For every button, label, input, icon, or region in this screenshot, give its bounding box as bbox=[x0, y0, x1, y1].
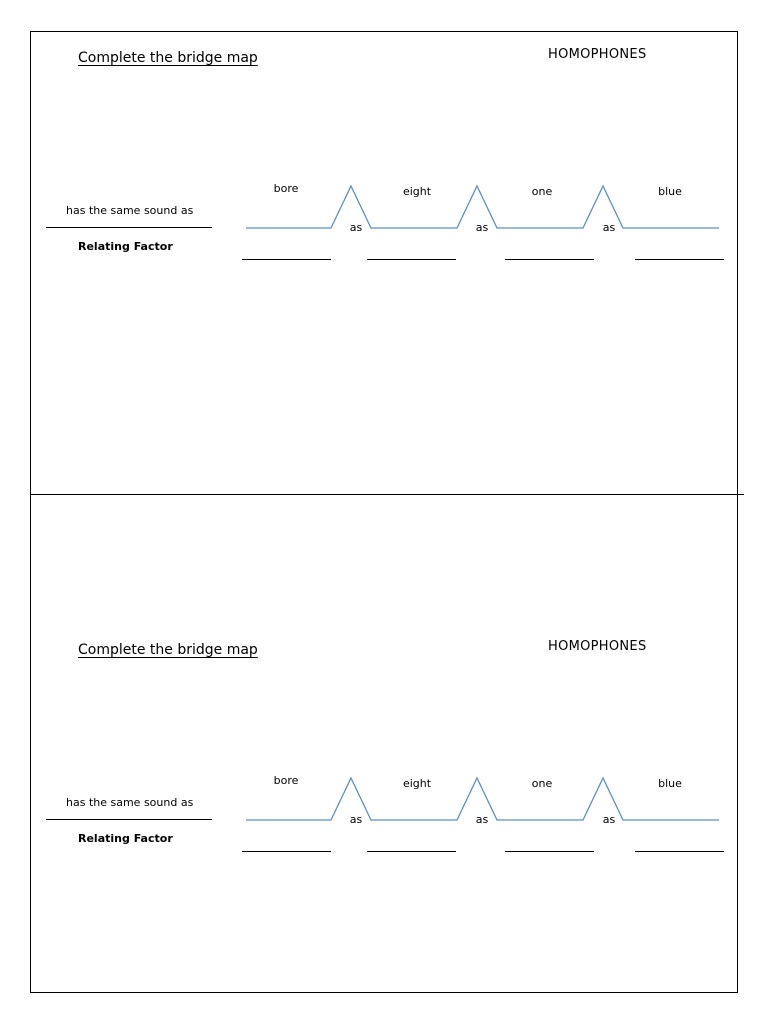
bridge-connector-3: as bbox=[602, 221, 616, 234]
bridge-word-1: bore bbox=[273, 182, 299, 195]
worksheet-section-2 bbox=[0, 632, 768, 845]
cut-line bbox=[30, 494, 744, 495]
answer-blank-1[interactable] bbox=[242, 851, 331, 852]
answer-blank-2[interactable] bbox=[367, 851, 456, 852]
relating-factor-text: has the same sound as bbox=[66, 204, 194, 217]
bridge-connector-1: as bbox=[349, 221, 363, 234]
bridge-word-3: one bbox=[531, 185, 553, 198]
answer-blank-1[interactable] bbox=[242, 259, 331, 260]
bridge-connector-2: as bbox=[475, 813, 489, 826]
bridge-connector-3: as bbox=[602, 813, 616, 826]
answer-blank-4[interactable] bbox=[635, 259, 724, 260]
relating-factor-caption: Relating Factor bbox=[78, 832, 173, 845]
answer-blank-2[interactable] bbox=[367, 259, 456, 260]
relating-factor-caption: Relating Factor bbox=[78, 240, 173, 253]
bridge-word-4: blue bbox=[658, 777, 682, 790]
relating-factor-line bbox=[46, 819, 212, 820]
worksheet-section-1 bbox=[0, 40, 768, 253]
bridge-word-2: eight bbox=[402, 185, 432, 198]
bridge-word-2: eight bbox=[402, 777, 432, 790]
topic-heading: HOMOPHONES bbox=[548, 47, 647, 62]
bridge-connector-2: as bbox=[475, 221, 489, 234]
answer-blank-3[interactable] bbox=[505, 259, 594, 260]
relating-factor-text: has the same sound as bbox=[66, 796, 194, 809]
topic-heading: HOMOPHONES bbox=[548, 639, 647, 654]
worksheet-title: Complete the bridge map bbox=[78, 642, 258, 658]
relating-factor-line bbox=[46, 227, 212, 228]
bridge-word-4: blue bbox=[658, 185, 682, 198]
worksheet-title: Complete the bridge map bbox=[78, 50, 258, 66]
bridge-word-1: bore bbox=[273, 774, 299, 787]
bridge-word-3: one bbox=[531, 777, 553, 790]
bridge-connector-1: as bbox=[349, 813, 363, 826]
answer-blank-3[interactable] bbox=[505, 851, 594, 852]
answer-blank-4[interactable] bbox=[635, 851, 724, 852]
